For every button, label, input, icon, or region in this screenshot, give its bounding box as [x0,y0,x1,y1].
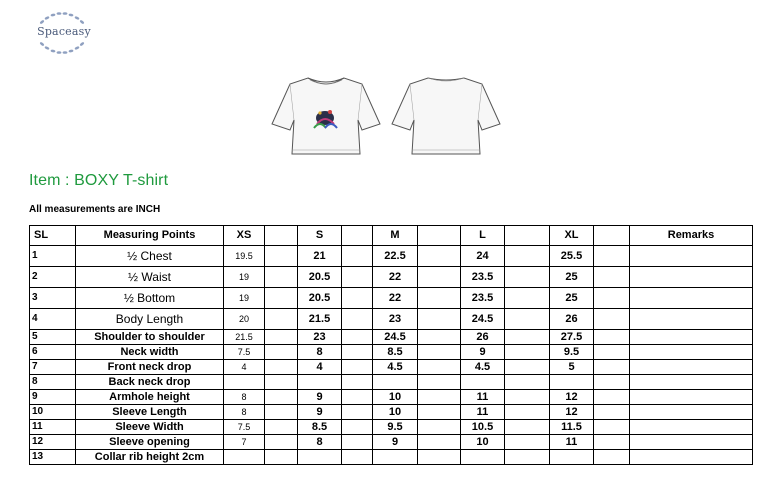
size-m-cell [373,450,418,465]
size-xs-cell: 8 [224,405,265,420]
size-l-cell: 9 [461,345,505,360]
spacer-cell [594,345,630,360]
measuring-point-cell: ½ Bottom [76,288,224,309]
header-spacer [265,226,298,246]
remarks-cell [630,330,753,345]
remarks-cell [630,360,753,375]
size-l-cell: 10.5 [461,420,505,435]
spacer-cell [265,390,298,405]
table-row [30,435,753,450]
sl-cell: 2 [30,267,76,288]
size-xl-cell: 25 [550,267,594,288]
spacer-cell [594,288,630,309]
header-l: L [461,226,505,246]
spacer-cell [505,405,550,420]
spacer-cell [265,309,298,330]
header-spacer [342,226,373,246]
remarks-cell [630,390,753,405]
size-xl-cell: 5 [550,360,594,375]
sl-cell: 11 [30,420,76,435]
spacer-cell [342,450,373,465]
spacer-cell [418,288,461,309]
table-row [30,390,753,405]
size-s-cell: 8.5 [298,420,342,435]
size-s-cell: 8 [298,345,342,360]
measuring-point-cell: Front neck drop [76,360,224,375]
size-xs-cell [224,450,265,465]
size-xl-cell: 25 [550,288,594,309]
size-m-cell: 10 [373,390,418,405]
header-sl: SL [30,226,76,246]
size-s-cell: 8 [298,435,342,450]
spacer-cell [418,309,461,330]
remarks-cell [630,309,753,330]
spacer-cell [342,405,373,420]
size-l-cell: 23.5 [461,267,505,288]
spacer-cell [418,435,461,450]
remarks-cell [630,345,753,360]
remarks-cell [630,246,753,267]
size-l-cell: 24.5 [461,309,505,330]
measuring-point-cell: Body Length [76,309,224,330]
table-row [30,450,753,465]
header-xs: XS [224,226,265,246]
size-xs-cell: 7.5 [224,420,265,435]
size-s-cell: 9 [298,390,342,405]
measuring-point-cell: Sleeve opening [76,435,224,450]
spacer-cell [505,360,550,375]
measuring-point-cell: Sleeve Width [76,420,224,435]
size-xs-cell: 20 [224,309,265,330]
size-xl-cell: 9.5 [550,345,594,360]
size-xl-cell [550,450,594,465]
spacer-cell [505,267,550,288]
measuring-point-cell: Collar rib height 2cm [76,450,224,465]
size-l-cell [461,375,505,390]
header-spacer [505,226,550,246]
size-xl-cell: 12 [550,390,594,405]
size-xl-cell: 25.5 [550,246,594,267]
spacer-cell [505,309,550,330]
size-m-cell: 9 [373,435,418,450]
remarks-cell [630,405,753,420]
sl-cell: 10 [30,405,76,420]
header-s: S [298,226,342,246]
size-l-cell: 4.5 [461,360,505,375]
header-spacer [594,226,630,246]
spacer-cell [418,375,461,390]
measuring-point-cell: ½ Chest [76,246,224,267]
spacer-cell [342,330,373,345]
spacer-cell [342,309,373,330]
measuring-point-cell: ½ Waist [76,267,224,288]
size-s-cell: 9 [298,405,342,420]
spacer-cell [342,375,373,390]
size-m-cell: 24.5 [373,330,418,345]
size-l-cell: 11 [461,405,505,420]
size-s-cell [298,450,342,465]
remarks-cell [630,420,753,435]
spacer-cell [265,420,298,435]
size-l-cell [461,450,505,465]
size-l-cell: 23.5 [461,288,505,309]
size-xl-cell: 27.5 [550,330,594,345]
measuring-point-cell: Back neck drop [76,375,224,390]
table-row [30,246,753,267]
spacer-cell [505,345,550,360]
size-xs-cell: 8 [224,390,265,405]
spacer-cell [505,420,550,435]
size-m-cell: 23 [373,309,418,330]
remarks-cell [630,435,753,450]
spacer-cell [418,267,461,288]
spacer-cell [342,267,373,288]
spacer-cell [265,330,298,345]
size-s-cell: 21.5 [298,309,342,330]
size-m-cell: 10 [373,405,418,420]
sl-cell: 6 [30,345,76,360]
spacer-cell [594,330,630,345]
sl-cell: 8 [30,375,76,390]
table-row [30,309,753,330]
header-xl: XL [550,226,594,246]
size-l-cell: 26 [461,330,505,345]
header-remarks: Remarks [630,226,753,246]
spacer-cell [594,375,630,390]
remarks-cell [630,450,753,465]
size-xl-cell: 11 [550,435,594,450]
spacer-cell [342,390,373,405]
size-xl-cell: 11.5 [550,420,594,435]
spacer-cell [342,345,373,360]
size-m-cell [373,375,418,390]
size-m-cell: 9.5 [373,420,418,435]
spacer-cell [594,450,630,465]
sl-cell: 5 [30,330,76,345]
spacer-cell [505,435,550,450]
item-title: Item : BOXY T-shirt [29,172,169,189]
spacer-cell [594,390,630,405]
table-row [30,420,753,435]
size-s-cell: 23 [298,330,342,345]
spacer-cell [418,246,461,267]
spacer-cell [265,345,298,360]
brand-logo [28,8,98,56]
spacer-cell [505,288,550,309]
size-m-cell: 8.5 [373,345,418,360]
size-m-cell: 22 [373,288,418,309]
header-measuring-points: Measuring Points [76,226,224,246]
size-xs-cell: 19 [224,288,265,309]
tshirt-front-icon [270,74,382,161]
size-m-cell: 4.5 [373,360,418,375]
sl-cell: 12 [30,435,76,450]
spacer-cell [594,420,630,435]
size-s-cell: 4 [298,360,342,375]
measuring-point-cell: Shoulder to shoulder [76,330,224,345]
size-s-cell: 21 [298,246,342,267]
spacer-cell [505,330,550,345]
sl-cell: 4 [30,309,76,330]
size-xs-cell: 7.5 [224,345,265,360]
measuring-point-cell: Neck width [76,345,224,360]
spacer-cell [505,450,550,465]
size-s-cell [298,375,342,390]
size-m-cell: 22 [373,267,418,288]
logo-text: Spaceasy [37,25,91,38]
spacer-cell [342,288,373,309]
size-xl-cell: 12 [550,405,594,420]
size-s-cell: 20.5 [298,267,342,288]
spacer-cell [594,405,630,420]
remarks-cell [630,375,753,390]
spacer-cell [265,405,298,420]
table-row [30,405,753,420]
sl-cell: 1 [30,246,76,267]
remarks-cell [630,267,753,288]
spacer-cell [342,435,373,450]
header-m: M [373,226,418,246]
spacer-cell [265,375,298,390]
table-row [30,345,753,360]
size-l-cell: 10 [461,435,505,450]
spacer-cell [265,450,298,465]
spacer-cell [418,405,461,420]
spacer-cell [505,390,550,405]
spacer-cell [265,288,298,309]
spacer-cell [505,246,550,267]
spacer-cell [342,360,373,375]
spacer-cell [342,420,373,435]
size-l-cell: 24 [461,246,505,267]
size-m-cell: 22.5 [373,246,418,267]
remarks-cell [630,288,753,309]
table-header-row [30,226,753,246]
spacer-cell [265,360,298,375]
spacer-cell [418,450,461,465]
spacer-cell [342,246,373,267]
sl-cell: 3 [30,288,76,309]
size-xs-cell: 19 [224,267,265,288]
size-l-cell: 11 [461,390,505,405]
sl-cell: 13 [30,450,76,465]
spacer-cell [265,435,298,450]
spacer-cell [265,267,298,288]
spacer-cell [594,309,630,330]
size-xs-cell: 19.5 [224,246,265,267]
measuring-point-cell: Armhole height [76,390,224,405]
spacer-cell [594,267,630,288]
spacer-cell [594,246,630,267]
table-row [30,330,753,345]
sl-cell: 7 [30,360,76,375]
size-xs-cell: 21.5 [224,330,265,345]
spacer-cell [418,360,461,375]
header-spacer [418,226,461,246]
size-xs-cell [224,375,265,390]
spacer-cell [418,420,461,435]
measurement-note: All measurements are INCH [29,204,161,215]
spacer-cell [418,345,461,360]
size-xl-cell [550,375,594,390]
size-xs-cell: 7 [224,435,265,450]
table-row [30,375,753,390]
table-row [30,288,753,309]
measuring-point-cell: Sleeve Length [76,405,224,420]
table-row [30,360,753,375]
size-s-cell: 20.5 [298,288,342,309]
spacer-cell [418,390,461,405]
spacer-cell [594,360,630,375]
size-xs-cell: 4 [224,360,265,375]
spacer-cell [265,246,298,267]
spacer-cell [418,330,461,345]
sl-cell: 9 [30,390,76,405]
spacer-cell [505,375,550,390]
tshirt-back-icon [390,74,502,161]
spacer-cell [594,435,630,450]
table-row [30,267,753,288]
size-xl-cell: 26 [550,309,594,330]
measurement-table [29,225,753,465]
